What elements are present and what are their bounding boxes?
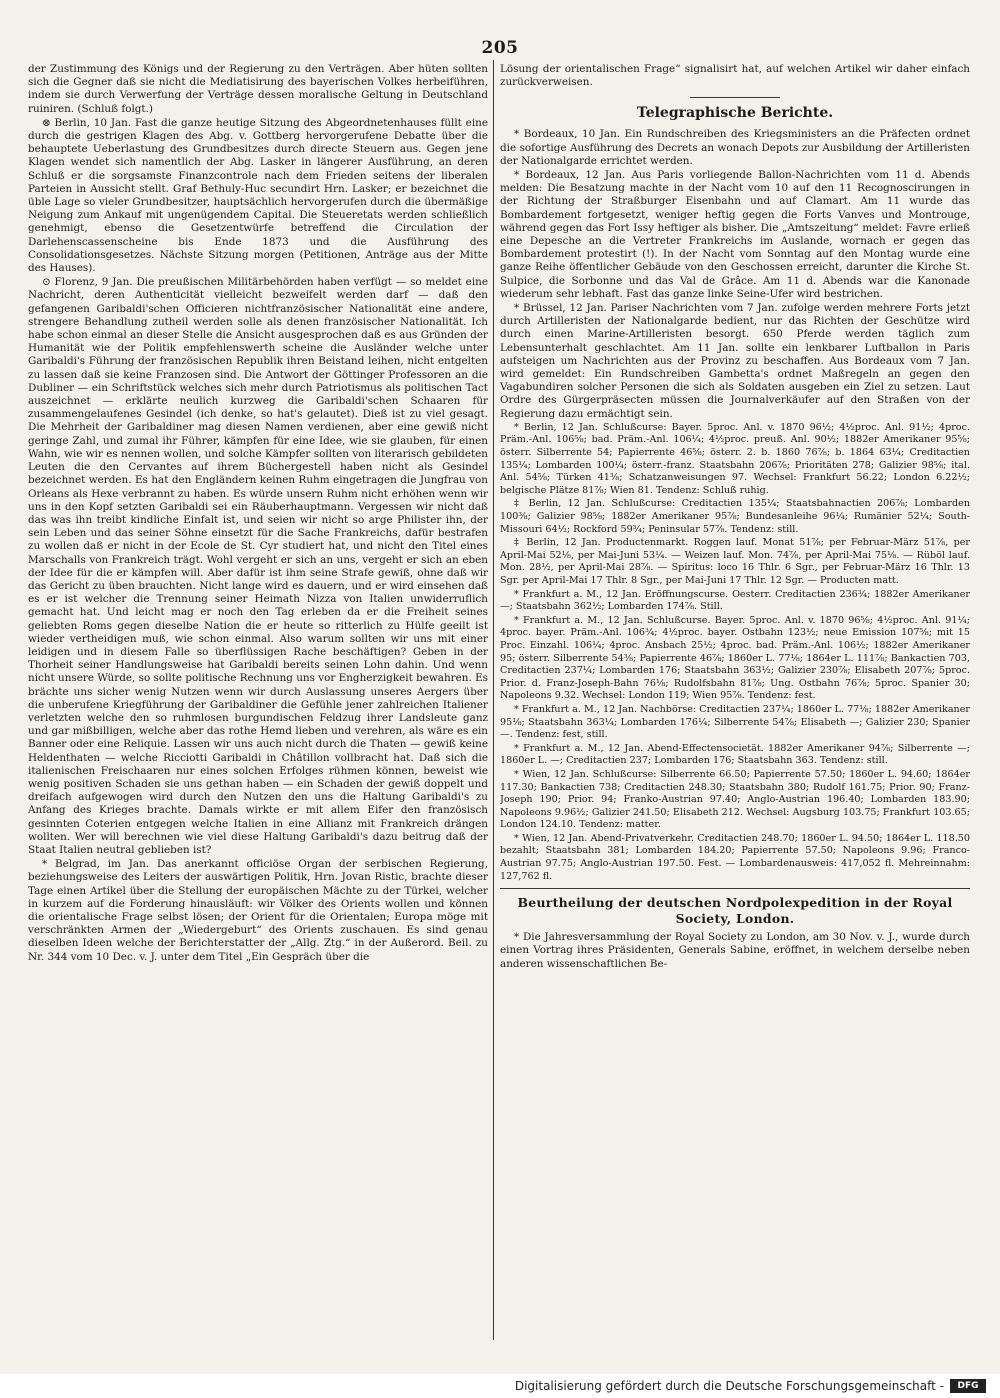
right-column [500, 63, 970, 1356]
market-report: * Frankfurt a. M., 12 Jan. Schlußcurse. Bayer. 5proc. Anl. v. 1870 96⅝; 4½proc. Anl. 91¼; 4proc. bayer. Präm.-Anl. 106¾; 4½proc. bayer. Ostbahn 123½; neue Emission 107⅝; mit 15 Proc. Einzahl. 106¼; 4proc. Ansbach 25½; 4proc. bad. Präm.-Anl. 106½; 1882er Amerikaner 95; österr. Silberrente 54⅜; Papierrente 46⅞; 1860er L. 77⅛; 1864er L. 111⅞; Bankactien 703, Creditactien 237¼; Lombarden 176; Staatsbahn 363½; Galizier 230⅞; Elisabeth 207⅞; 5proc. Prior. d. Franz-Joseph-Bahn 76⅛; Rudolfsbahn 81⅞; Ung. Ostbahn 76⅞; 5proc. Spanier 30; Napoleons 9.32. Wechsel: London 119; Wien 95⅞. Tendenz: fest. [500, 614, 970, 702]
column-divider [493, 60, 494, 1340]
digitization-footer [0, 1374, 1000, 1398]
section-rule [690, 97, 780, 98]
market-report: * Berlin, 12 Jan. Schlußcurse: Bayer. 5proc. Anl. v. 1870 96½; 4½proc. Anl. 91½; 4proc. Präm.-Anl. 106⅝; bad. Präm.-Anl. 106¼; 4½proc. preuß. Anl. 90½; 1882er Amerikaner 95⅝; österr. Silberrente 54; Papierrente 46⅝; österr. 2. b. 1860 76⅞; b. 1864 63¼; Creditactien 135¼; Lombarden 100¼; österr.-franz. Staatsbahn 206⅞; Prioritäten 278; Galizier 98⅝; ital. Anl. 54⅝; Türken 41⅜; Schatzanweisungen 97. Wechsel: Frankfurt 56.22; London 6.22½; belgische Plätze 81⅞; Wien 81. Tendenz: Schluß ruhig. [500, 421, 970, 496]
telegraph-report: * Bordeaux, 12 Jan. Aus Paris vorliegende Ballon-Nachrichten vom 11 d. Abends melden: Die Besatzung machte in der Nacht vom 10 auf den 11 Recognoscirungen in der Richtung der Straßburger Eisenbahn und auf Clamart. Am 11 wurde das Bombardement fortgesetzt, weniger heftig gegen die Forts Vanves und Montrouge, während gegen das Fort Issy heftiger als bisher. Die „Amtszeitung“ meldet: Favre erließ eine Depesche an die Vertreter Frankreichs im Auslande, wornach er gegen das Bombardement protestirt (!). In der Nacht vom Sonntag auf den Montag wurde eine ganze Reihe öffentlicher Gebäude von den Geschossen erreicht, darunter die Kirche St. Sulpice, die Sorbonne und das Val de Grâce. Am 11 d. Abends war die Kanonade wiederum sehr lebhaft. Fast das ganze linke Seine-Ufer wird bestrichen. [500, 169, 970, 300]
telegraph-report: * Bordeaux, 10 Jan. Ein Rundschreiben des Kriegsministers an die Präfecten ordnet die sofortige Ausführung des Decrets an wonach Depots zur Ausbildung der Artilleristen der Nationalgarde errichtet werden. [500, 128, 970, 167]
article-paragraph: ⊗ Berlin, 10 Jan. Fast die ganze heutige Sitzung des Abgeordnetenhauses füllt eine durch die gestrigen Klagen des Abg. v. Gottberg hervorgerufene Debatte über die behauptete Ueberlastung des Grundbesitzes durch directe Steuern aus. Gegen jene Klagen wendet sich namentlich der Abg. Lasker in längerer Ausführung, an deren Schluß er die sorgsamste Finanzcontrole nach dem Frieden seitens der liberalen Parteien in Aussicht stellt. Graf Bethuly-Huc secundirt Hrn. Lasker; er bezeichnet die üble Lage so vieler Grundbesitzer, hauptsächlich hervorgerufen durch die übermäßige Neigung zum Ankauf mit ungenügendem Capital. Die Steueretats werden schließlich genehmigt, ebenso die Gesetzentwürfe betreffend die Circulation der Darlehenscassenscheine bis Ende 1873 und die Ausführung des Consolidationsgesetzes. Nächste Sitzung morgen (Petitionen, Anträge aus der Mitte des Hauses). [28, 116, 488, 275]
market-report: ‡ Berlin, 12 Jan. Productenmarkt. Roggen lauf. Monat 51⅞; per Februar-März 51⅞, per April-Mai 52⅛, per Mai-Juni 53¼. — Weizen lauf. Mon. 74⅞, per April-Mai 75⅛. — Rüböl lauf. Mon. 28½, per April-Mai 28⅞. — Spiritus: loco 16 Thlr. 6 Sgr., per Februar-März 16 Thlr. 13 Sgr. per April-Mai 17 Thlr. 8 Sgr., per Mai-Juni 17 Thlr. 12 Sgr. — Producten matt. [500, 537, 970, 586]
article-paragraph: * Belgrad, im Jan. Das anerkannt officiöse Organ der serbischen Regierung, beziehungsweise des Leiters der auswärtigen Politik, Hrn. Jovan Ristic, brachte dieser Tage einen Artikel über die Stellung der europäischen Mächte zu der Türkei, welcher in kurzem auf die Forderung hinausläuft: wir Völker des Orients wollen und können die orientalische Frage selbst lösen; der Orient für die Orientalen; Europa möge mit verschränkten Armen der „Wiedergeburt“ des Orients zuschauen. Es sind genau dieselben Ideen welche der Berichterstatter der „Allg. Ztg.“ in der Außerord. Beil. zu Nr. 344 vom 10 Dec. v. J. unter dem Titel „Ein Gespräch über die [28, 858, 488, 963]
article-paragraph: ⊙ Florenz, 9 Jan. Die preußischen Militärbehörden haben verfügt — so meldet eine Nachricht, deren Authenticität vielleicht bezweifelt werden darf — daß den gefangenen Garibaldi'schen Officieren nichtfranzösischer Nationalität eine andere, strengere Behandlung zutheil werden solle als denen französischer Nationalität. Ich habe schon einmal an dieser Stelle die Ansicht ausgesprochen daß es aus Gründen der Humanität wie der Politik empfehlenswerth scheine die Ausländer welche unter Garibaldi's Führung der französischen Republik ihren Beistand leihen, nicht entgelten zu lassen daß sie keine Franzosen sind. Die Antwort der Göttinger Professoren an die Dubliner — ein Schriftstück welches sich mehr durch Patriotismus als politischen Tact auszeichnet — erklärte neulich kurzweg die Garibaldi'schen Schaaren für zusammengelaufenes Gesindel (ich denke, so hat's gelautet). Dieß ist zu viel gesagt. Die Mehrheit der Garibaldiner mag diesen Namen verdienen, aber eine gewiß nicht geringe Zahl, und zumal ihr Führer, kämpfen für eine Idee, wie sie glauben, für einen Wahn, wie wir es nennen wollen, und solche Kämpfer sollten von literarisch gebildeten Leuten die den Cervantes auf ihrem Büchergestell haben nicht als Gesindel bezeichnet werden. Es hat den Engländern keinen Ruhm eingetragen die Jungfrau von Orleans als Hexe verbrannt zu haben. Es würde unsern Ruhm nicht erhöhen wenn wir uns in den Kopf setzten Garibaldi sei ein Räuberhauptmann. Vergessen wir nicht daß das was ihn treibt kindliche Einfalt ist, und seien wir nicht so arge Philister ihn, der sein Leben und das seiner Söhne einsetzt für die Sache Frankreichs, dafür bestrafen zu wollen daß er nicht in der Ecole de St. Cyr studiert hat, und nicht den Titel eines Marschalls von Frankreich trägt. Wohl vergeht er sich an uns, vergeht er sich an eben der Idee für die er kämpfen will. Aber dafür ist ihm seine Strafe gewiß, ohne daß wir das Gericht zu üben brauchten. Nicht lange wird es dauern, und er wird einsehen daß es er ist welcher die Trennung seiner Heimath Nizza von Italien unwiderruflich gemacht hat. Und leicht mag er noch den Tag erleben da er die Freiheit seines geliebten Roms gegen dieselbe Nation die er heute so ritterlich zu Hülfe geeilt ist wieder vertheidigen muß, wie schon einmal. Also warum sollten wir uns mit einer leidigen und in diesem Falle so überflüssigen Rache beschäftigen? Geben in der Thorheit seiner Handlungsweise hat Garibaldi bereits seinen Lohn dahin. Und wenn nicht unsere Würde, so sollte politische Rechnung uns vor Engherzigkeit bewahren. Es brächte uns sicher wenig Nutzen wenn wir durch Auslassung unseres Aergers über die unberufene Kriegführung der Garibaldiner die Gefühle jener zahlreichen Italiener verletzten welche den so ruhmlosen burgundischen Feldzug ihrer Landsleute ganz und gar mißbilligen, welche aber das rothe Hemd lieben und verehren, als wäre es ein Banner oder eine Reliquie. Lassen wir uns auch nicht durch die Thaten — gewiß keine Heldenthaten — welche Ricciotti Garibaldi in Châtillon vollbracht hat. Daß sich die italienischen Freischaaren nur eines solchen Erfolges rühmen können, beweist wie wenig positiven Schaden sie uns gethan haben — ein Schaden der gewiß doppelt und dreifach aufgewogen wird durch den Nutzen den uns die Haltung Garibaldi's zu Anfang des Krieges brachte. Damals wirkte er mit allem Eifer den französisch gesinnten Coterien entgegen welche Italien in eine Allianz mit Frankreich drängen wollten. Wer will berechnen wie viel diese Haltung Garibaldi's dazu beitrug daß der Staat Italien neutral geblieben ist? [28, 276, 488, 856]
footer-credit: Digitalisierung gefördert durch die Deutsche Forschungsgemeinschaft - [514, 1379, 944, 1393]
section-heading: Telegraphische Berichte. [636, 105, 834, 122]
market-report: ‡ Berlin, 12 Jan. Schlußcurse: Creditactien 135¼; Staatsbahnactien 206⅞; Lombarden 100⅜; Galizier 98⅝; 1882er Amerikaner 95⅞; Bundesanleihe 96¼; Rumänier 52¼; South-Missouri 64½; Rockford 59¾; Peninsular 57⅞. Tendenz: still. [500, 498, 970, 535]
market-report: * Frankfurt a. M., 12 Jan. Eröffnungscurse. Oesterr. Creditactien 236¾; 1882er Amerikaner —; Staatsbahn 362½; Lombarden 174⅞. Still. [500, 588, 970, 613]
market-report: * Wien, 12 Jan. Schlußcurse: Silberrente 66.50; Papierrente 57.50; 1860er L. 94.60; 1864er 117.30; Bankactien 738; Creditactien 248.30; Staatsbahn 380; Rudolf 161.75; Prior. 90; Franz-Joseph 190; Prior. 94; Franko-Austrian 97.40; Anglo-Austrian 196.40; Lombarden 183.90; Napoleons 9.96½; Galizier 241.50; Elisabeth 212. Wechsel: Augsburg 103.75; Frankfurt 103.65; London 124.10. Tendenz: matter. [500, 768, 970, 831]
page-number: 205 [481, 38, 519, 58]
article-paragraph: der Zustimmung des Königs und der Regierung zu den Verträgen. Aber hüten sollten sich die Gegner daß sie nicht die Mediatisirung des bayerischen Volkes herbeiführen, indem sie durch Verwerfung der Verträge dessen moralische Geltung in Deutschland ruiniren. (Schluß folgt.) [28, 63, 488, 115]
article-paragraph: Lösung der orientalischen Frage“ signalisirt hat, auf welchen Artikel wir daher einfach zurückverweisen. [500, 63, 970, 89]
dfg-logo-icon: DFG [950, 1379, 986, 1393]
telegraph-report: * Brüssel, 12 Jan. Pariser Nachrichten vom 7 Jan. zufolge werden mehrere Forts jetzt durch Artilleristen der Nationalgarde bedient, nur das Richten der Geschütze wird durch einen Marine-Artilleristen besorgt. 650 Pferde werden täglich zum Lebensunterhalt geschlachtet. Am 11 Jan. sollte ein lenkbarer Luftballon in Paris aufsteigen um Nachrichten aus der Provinz zu beschaffen. Aus Bordeaux vom 7 Jan. wird gemeldet: Ein Rundschreiben Gambetta's ordnet Maßregeln an gegen den Vagabundiren solcher Personen die sich als Soldaten ausgeben ein Ziel zu setzen. Laut Ordre des Gürgerpräsecten müssen die Journalverkäufer auf den Straßen von der Regierung dazu ermächtigt sein. [500, 302, 970, 420]
market-report: * Frankfurt a. M., 12 Jan. Abend-Effectensocietät. 1882er Amerikaner 94⅞; Silberrente —; 1860er L. —; Creditactien 237; Lombarden 176; Staatsbahn 363. Tendenz: still. [500, 742, 970, 767]
article-paragraph: * Die Jahresversammlung der Royal Society zu London, am 30 Nov. v. J., wurde durch einen Vortrag ihres Präsidenten, Generals Sabine, eröffnet, in welchem derselbe neben anderen wissenschaftlichen Be- [500, 931, 970, 970]
market-report: * Wien, 12 Jan. Abend-Privatverkehr. Creditactien 248.70; 1860er L. 94.50; 1864er L. 118.50 bezahlt; Staatsbahn 381; Lombarden 184.20; Papierrente 57.50; Napoleons 9.96; Franco-Austrian 97.75; Anglo-Austrian 197.50. Fest. — Lombardenausweis: 417,052 fl. Mehreinnahm: 127,762 fl. [500, 832, 970, 882]
market-report: * Frankfurt a. M., 12 Jan. Nachbörse: Creditactien 237¼; 1860er L. 77⅛; 1882er Amerikaner 95⅛; Staatsbahn 363¼; Lombarden 176¼; Silberrente 54⅞; Elisabeth —; Galizier 230; Spanier —. Tendenz: fest, still. [500, 703, 970, 741]
section-heading: Beurtheilung der deutschen Nordpolexpedition in der Royal Society, London. [517, 895, 953, 927]
left-column [28, 63, 488, 1356]
section-rule [500, 888, 970, 889]
